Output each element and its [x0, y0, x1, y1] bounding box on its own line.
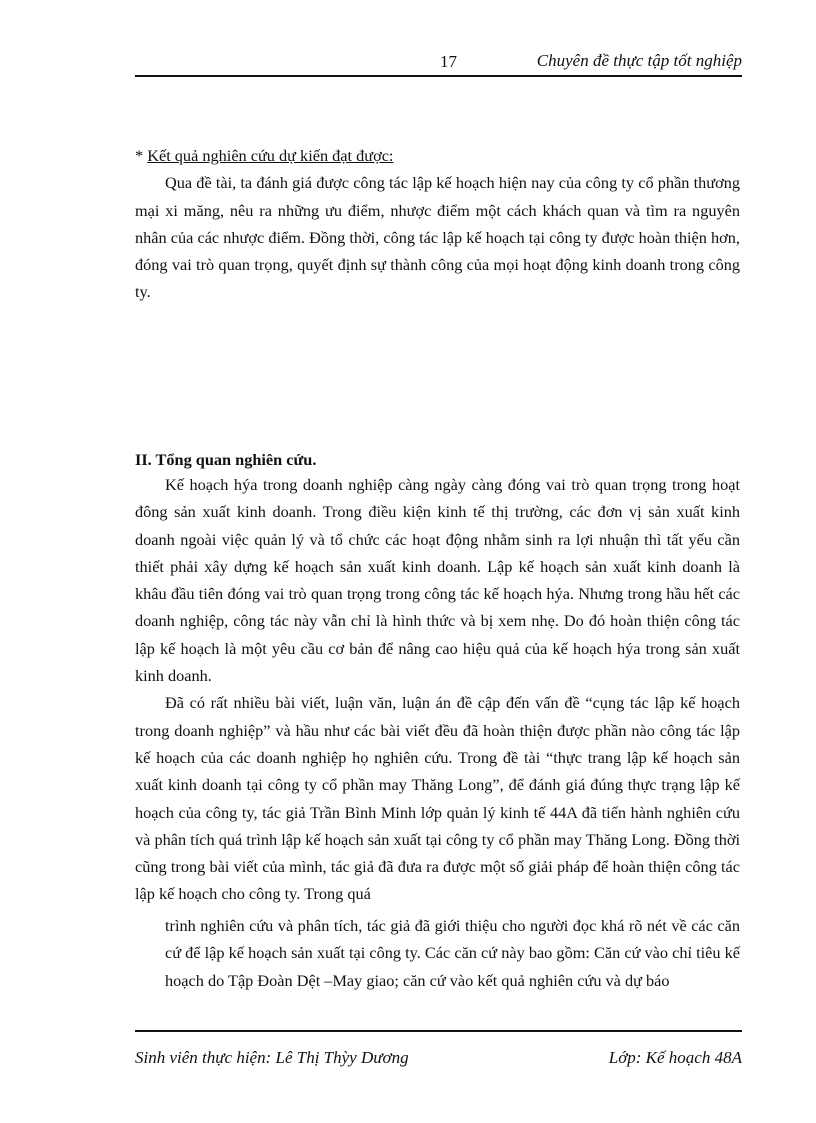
page-number: 17 [440, 52, 457, 71]
overview-paragraph-2: Đã có rất nhiều bài viết, luận văn, luận án đề cập đến vấn đề “cụng tác lập kế hoạch trong doanh nghiệp” và hầu như các bài viết đều đã hoàn thiện được phần nào công tác lập kế hoạch của các doanh nghiệp họ nghiên cứu. Trong đề tài “thực trang lập kế hoạch sản xuất kinh doanh tại công ty cổ phần may Thăng Long”, để đánh giá đúng thực trạng lập kế hoạch của công ty, tác giả Trần Bình Minh lớp quản lý kinh tế 44A đã tiến hành nghiên cứu và phân tích quá trình lập kế hoạch sản xuất tại công ty cổ phần may Thăng Long. Đồng thời cũng trong bài viết của mình, tác giả đã đưa ra được một số giải pháp để hoàn thiện công tác lập kế hoạch cho công ty. Trong quá [135, 693, 740, 904]
footer-student: Sinh viên thực hiện: Lê Thị Thỳy Dương [135, 1048, 409, 1067]
overview-paragraph-3: trình nghiên cứu và phân tích, tác giả đã giới thiệu cho người đọc khá rõ nét về các căn cứ để lập kế hoạch sản xuất tại công ty. Các căn cứ này bao gồm: Căn cứ vào chỉ tiêu kế hoạch do Tập Đoàn Dệt –May giao; căn cứ vào kết quả nghiên cứu và dự báo [165, 916, 740, 990]
section-expected-results [135, 142, 740, 306]
expected-results-paragraph: Qua đề tài, ta đánh giá được công tác lập kế hoạch hiện nay của công ty cổ phần thương mại xi măng, nêu ra những ưu điểm, nhược điểm một cách khách quan và tìm ra nguyên nhân của các nhược điểm. Đồng thời, công tác lập kế hoạch tại công ty được hoàn thiện hơn, đóng vai trò quan trọng, quyết định sự thành công của mọi hoạt động kinh doanh trong công ty. [135, 173, 740, 302]
expected-results-heading [135, 142, 740, 169]
page-footer [135, 1048, 742, 1074]
page-header [135, 50, 742, 76]
footer-class: Lớp: Kế hoạch 48A [608, 1048, 742, 1067]
overview-paragraph-3-block [135, 912, 740, 994]
header-rule [135, 75, 742, 77]
bullet-marker: * [135, 146, 148, 165]
header-title: Chuyên đề thực tập tốt nghiệp [536, 51, 742, 70]
section-overview-heading: II. Tổng quan nghiên cứu. [135, 450, 317, 469]
overview-paragraph-1: Kế hoạch hýa trong doanh nghiệp càng ngày càng đóng vai trò quan trọng trong hoạt đông sản xuất kinh doanh. Trong điều kiện kinh tế thị trường, các đơn vị sản xuất kinh doanh ngoài việc quản lý và tổ chức các hoạt động nhằm sinh ra lợi nhuận thì tất yếu cần thiết phải xây dựng kế hoạch sản xuất kinh doanh. Lập kế hoạch sản xuất kinh doanh là khâu đầu tiên đóng vai trò quan trọng trong công tác kế hoạch hýa. Nhưng trong hầu hết các doanh nghiệp, công tác này vẫn chỉ là hình thức và bị xem nhẹ. Do đó hoàn thiện công tác lập kế hoạch là một yêu cầu cơ bản để nâng cao hiệu quả của kế hoạch hýa trong sản xuất kinh doanh. [135, 475, 740, 686]
expected-results-title: Kết quả nghiên cứu dự kiến đạt được: [147, 146, 394, 165]
footer-rule [135, 1030, 742, 1032]
section-overview-body [135, 471, 740, 908]
